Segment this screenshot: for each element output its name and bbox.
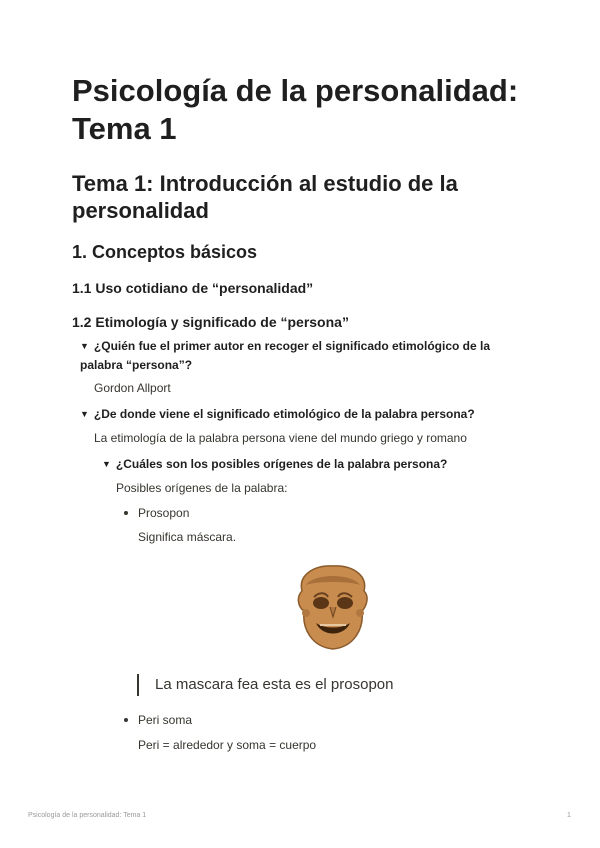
- section-heading: Tema 1: Introducción al estudio de la personalidad: [72, 171, 458, 223]
- list-item: [124, 711, 192, 729]
- toggle-question: ¿Cuáles son los posibles orígenes de la palabra persona?: [115, 457, 448, 471]
- bullet-dot: [124, 718, 128, 722]
- concepts-heading: 1. Conceptos básicos: [72, 242, 258, 262]
- triangle-down-icon[interactable]: ▼: [80, 341, 89, 351]
- list-item-detail: Significa máscara.: [138, 530, 237, 544]
- bullet-dot: [124, 511, 128, 515]
- toggle-etymology-origin[interactable]: [80, 405, 520, 424]
- list-item-label: Peri soma: [138, 713, 193, 727]
- list-item-detail: Peri = alrededor y soma = cuerpo: [138, 738, 317, 752]
- list-item: [124, 504, 189, 522]
- toggle-question: ¿De donde viene el significado etimológico de la palabra persona?: [93, 407, 475, 421]
- subsection-heading-2: 1.2 Etimología y significado de “persona”: [72, 314, 349, 330]
- page-title: Psicología de la personalidad: Tema 1: [72, 73, 519, 146]
- triangle-down-icon[interactable]: ▼: [80, 409, 89, 419]
- footer-title: Psicología de la personalidad: Tema 1: [28, 812, 147, 819]
- triangle-down-icon[interactable]: ▼: [102, 459, 111, 469]
- toggle-author[interactable]: [80, 337, 520, 374]
- toggle-possible-origins[interactable]: [102, 455, 522, 474]
- theater-mask-image: [292, 563, 374, 654]
- toggle-answer: La etimología de la palabra persona viene del mundo griego y romano: [94, 431, 467, 445]
- blockquote: La mascara fea esta es el prosopon: [137, 674, 393, 696]
- toggle-question: ¿Quién fue el primer autor en recoger el significado etimológico de la palabra “persona”?: [80, 339, 491, 372]
- list-item-label: Prosopon: [138, 506, 190, 520]
- toggle-answer: Posibles orígenes de la palabra:: [116, 481, 288, 495]
- page-number: 1: [567, 812, 571, 819]
- toggle-answer: Gordon Allport: [94, 381, 171, 395]
- subsection-heading-1: 1.1 Uso cotidiano de “personalidad”: [72, 280, 314, 296]
